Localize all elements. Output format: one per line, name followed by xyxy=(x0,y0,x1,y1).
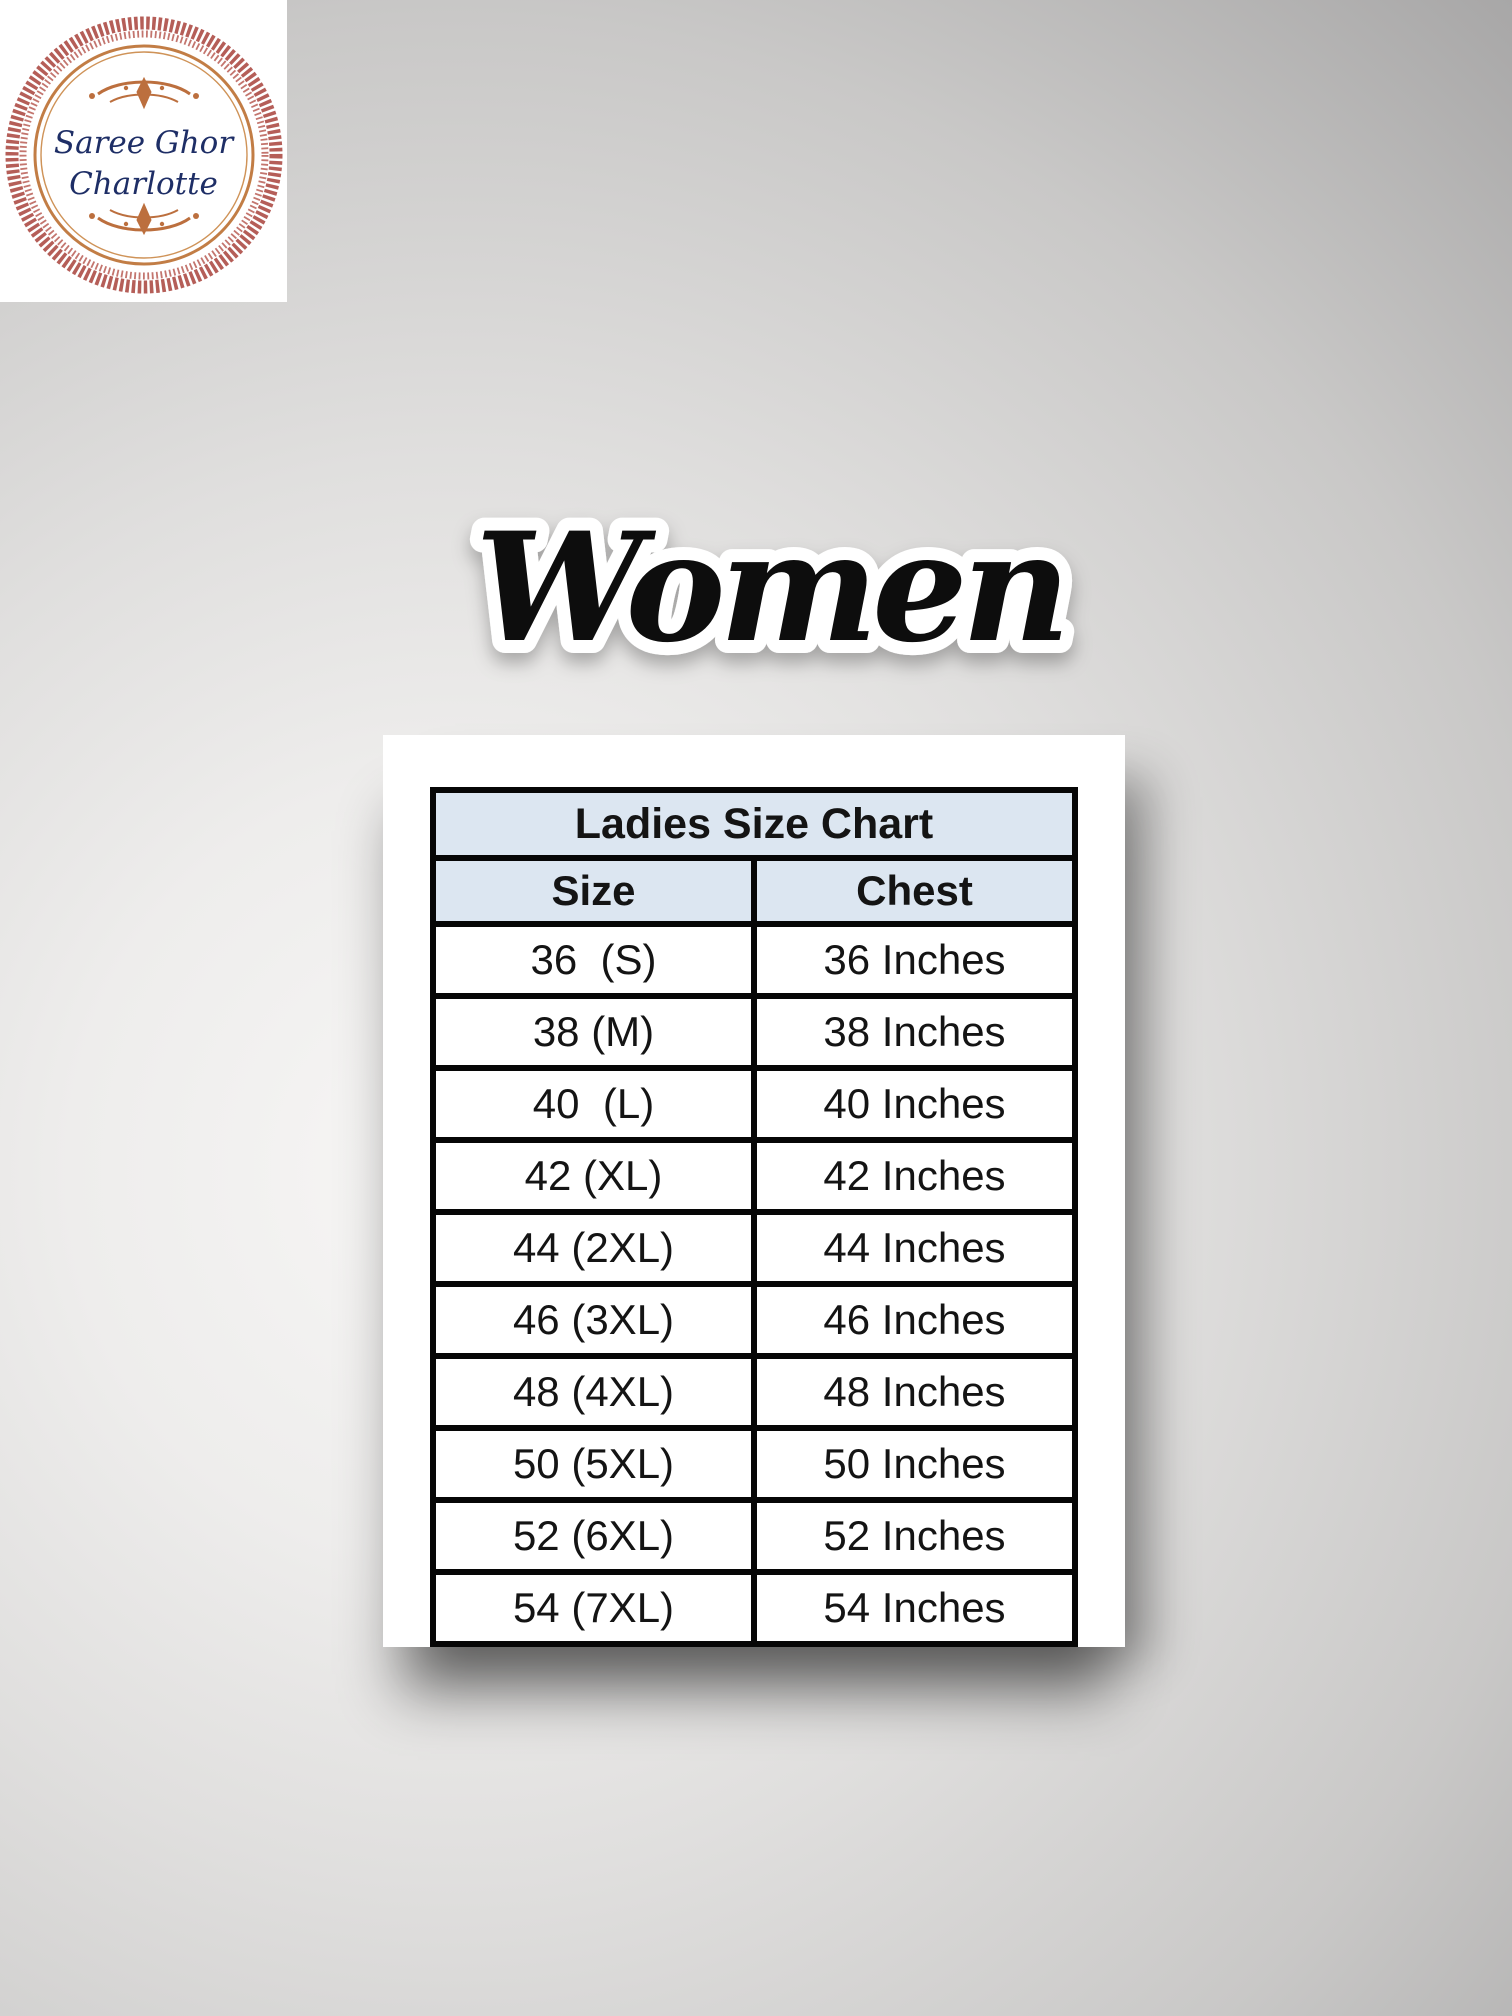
size-cell: 40 (L) xyxy=(433,1068,754,1140)
table-row xyxy=(433,1356,1075,1428)
chest-cell: 44 Inches xyxy=(754,1212,1075,1284)
table-row xyxy=(433,996,1075,1068)
chest-cell: 50 Inches xyxy=(754,1428,1075,1500)
size-cell: 38 (M) xyxy=(433,996,754,1068)
size-cell: 42 (XL) xyxy=(433,1140,754,1212)
chest-cell: 46 Inches xyxy=(754,1284,1075,1356)
table-row xyxy=(433,1428,1075,1500)
table-row xyxy=(433,1068,1075,1140)
table-row xyxy=(433,1500,1075,1572)
table-row xyxy=(433,1212,1075,1284)
size-cell: 54 (7XL) xyxy=(433,1572,754,1644)
chest-cell: 36 Inches xyxy=(754,924,1075,996)
table-row xyxy=(433,1284,1075,1356)
table-row xyxy=(433,1572,1075,1644)
size-cell: 36 (S) xyxy=(433,924,754,996)
size-table-body xyxy=(433,924,1075,1644)
table-header-row xyxy=(433,858,1075,924)
chest-cell: 48 Inches xyxy=(754,1356,1075,1428)
chest-cell: 42 Inches xyxy=(754,1140,1075,1212)
size-cell: 44 (2XL) xyxy=(433,1212,754,1284)
size-cell: 52 (6XL) xyxy=(433,1500,754,1572)
brand-name-line2: Charlotte xyxy=(69,166,218,202)
table-row xyxy=(433,924,1075,996)
chest-cell: 38 Inches xyxy=(754,996,1075,1068)
column-header-chest: Chest xyxy=(754,858,1075,924)
chest-cell: 40 Inches xyxy=(754,1068,1075,1140)
chest-cell: 52 Inches xyxy=(754,1500,1075,1572)
table-row xyxy=(433,1140,1075,1212)
brand-logo xyxy=(0,0,287,302)
size-cell: 48 (4XL) xyxy=(433,1356,754,1428)
size-chart-table xyxy=(430,787,1078,1647)
size-cell: 50 (5XL) xyxy=(433,1428,754,1500)
table-title: Ladies Size Chart xyxy=(433,790,1075,858)
women-title-text: Women xyxy=(475,500,1065,676)
size-cell: 46 (3XL) xyxy=(433,1284,754,1356)
chest-cell: 54 Inches xyxy=(754,1572,1075,1644)
brand-name xyxy=(0,0,287,302)
size-chart-card xyxy=(383,735,1125,1647)
column-header-size: Size xyxy=(433,858,754,924)
brand-name-line1: Saree Ghor xyxy=(53,125,234,162)
table-title-row xyxy=(433,790,1075,858)
women-title-sticker xyxy=(475,478,1065,713)
